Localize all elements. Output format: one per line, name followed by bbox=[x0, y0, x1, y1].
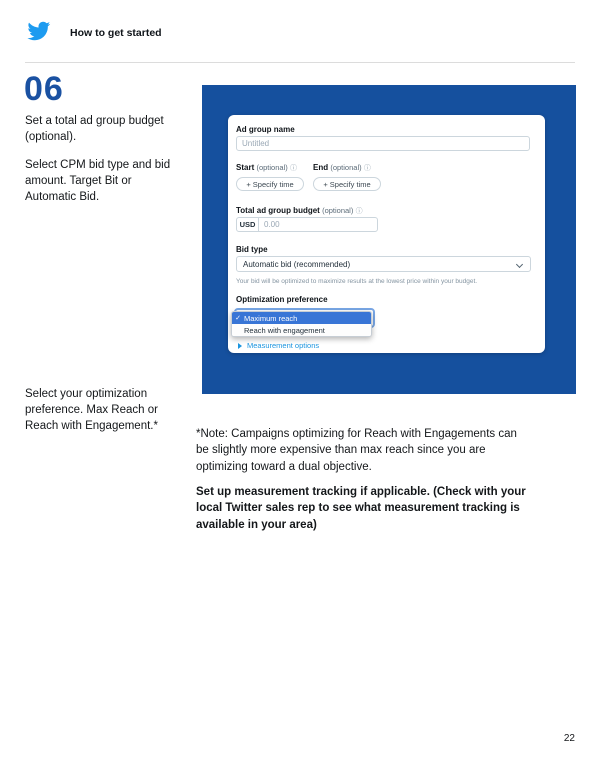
bid-helper-text: Your bid will be optimized to maximize results at the lowest price within your budget. bbox=[236, 278, 478, 285]
chevron-down-icon bbox=[516, 261, 523, 268]
currency-prefix: USD bbox=[236, 217, 259, 232]
note-bold-paragraph: Set up measurement tracking if applicable. (Check with your local Twitter sales rep to see what measurement tracking is available in your area) bbox=[196, 486, 526, 531]
triangle-right-icon bbox=[238, 343, 242, 349]
twitter-bird-icon bbox=[24, 19, 53, 43]
budget-label: Total ad group budget (optional) ⓘ bbox=[236, 206, 363, 215]
info-icon: ⓘ bbox=[289, 165, 297, 172]
screenshot-panel bbox=[202, 85, 576, 394]
page-number: 22 bbox=[563, 733, 575, 744]
info-icon: ⓘ bbox=[363, 165, 371, 172]
step-paragraph-3: Select your optimization preference. Max Reach or Reach with Engagement.* bbox=[25, 388, 158, 432]
info-icon: ⓘ bbox=[355, 208, 363, 215]
document-title: How to get started bbox=[70, 27, 162, 39]
bid-type-select[interactable]: Automatic bid (recommended) bbox=[236, 256, 531, 272]
menu-item-maximum-reach[interactable]: ✓ Maximum reach bbox=[232, 312, 371, 324]
step-paragraph-2: Select CPM bid type and bid amount. Target Bit or Automatic Bid. bbox=[25, 159, 171, 203]
end-label: End (optional) ⓘ bbox=[313, 163, 371, 172]
note-paragraph: *Note: Campaigns optimizing for Reach with Engagements can be slightly more expensive than max reach since you are optimizing toward a dual objective. bbox=[196, 428, 517, 473]
start-specify-time-button[interactable]: + Specify time bbox=[236, 177, 304, 191]
ad-group-name-label: Ad group name bbox=[236, 125, 295, 134]
bid-type-label: Bid type bbox=[236, 245, 268, 254]
ad-group-name-input[interactable] bbox=[236, 136, 530, 151]
header-divider bbox=[25, 62, 575, 63]
end-specify-time-button[interactable]: + Specify time bbox=[313, 177, 381, 191]
ad-group-form-card bbox=[228, 115, 545, 353]
start-label: Start (optional) ⓘ bbox=[236, 163, 297, 172]
measurement-options-link[interactable]: Measurement options bbox=[238, 341, 319, 350]
optimization-dropdown-menu bbox=[231, 311, 372, 337]
budget-input[interactable] bbox=[258, 217, 378, 232]
step-paragraph-1: Set a total ad group budget (optional). bbox=[25, 115, 164, 143]
optimization-label: Optimization preference bbox=[236, 295, 328, 304]
step-number: 06 bbox=[24, 70, 64, 108]
checkmark-icon: ✓ bbox=[235, 315, 241, 322]
menu-item-reach-with-engagement[interactable]: Reach with engagement bbox=[232, 324, 371, 336]
